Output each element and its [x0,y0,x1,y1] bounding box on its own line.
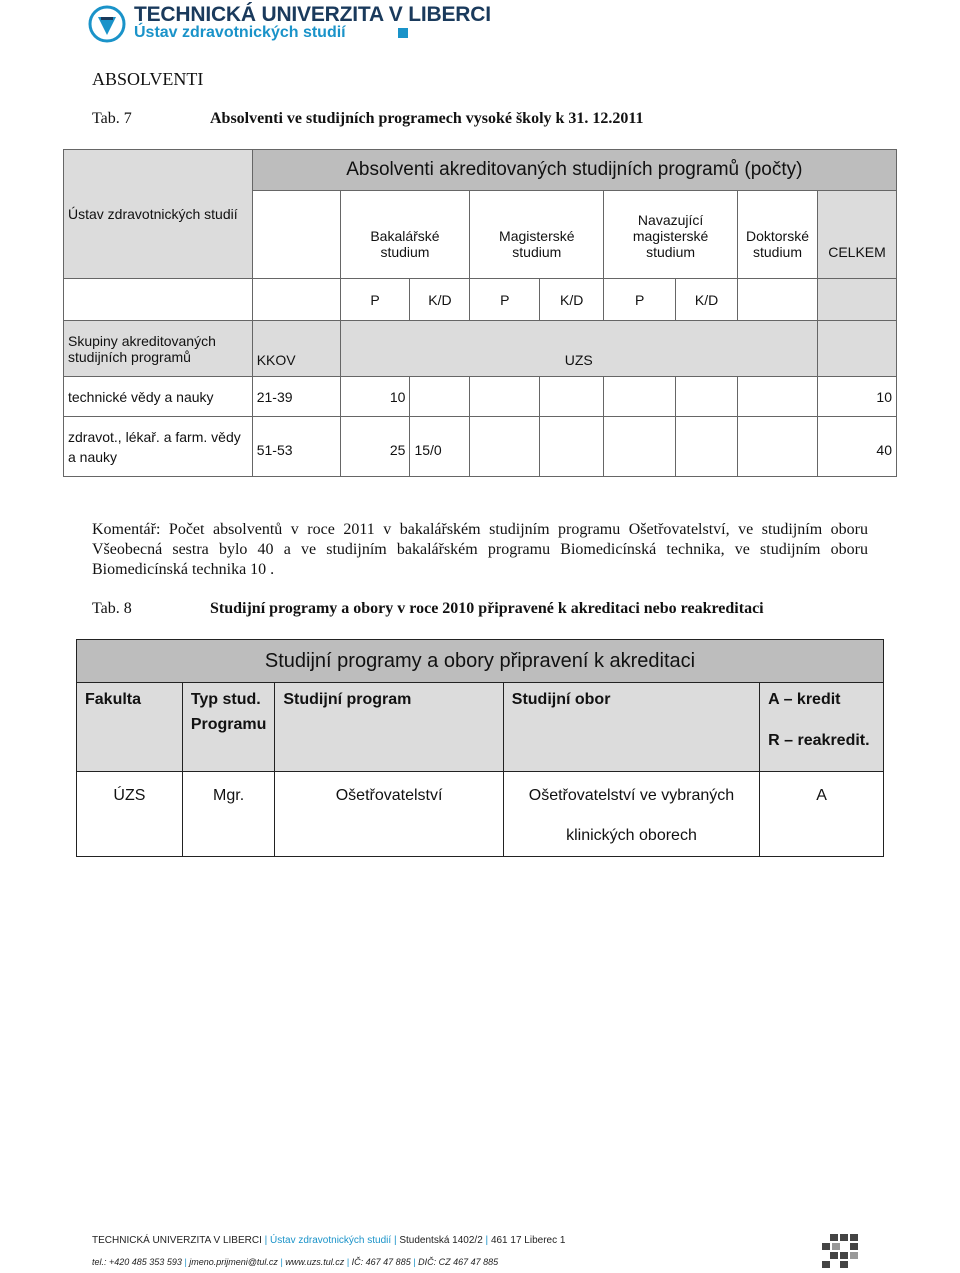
footer-email[interactable]: jmeno.prijmeni@tul.cz [189,1257,278,1267]
mgr-p-header: P [470,279,540,321]
comment: Komentář: Počet absolventů v roce 2011 v bakalářském studijním programu Ošetřovatelství, ve studijním oboru Všeobecná sestra bylo 40 a ve studijním bakalářském programu Biomedicínská technika, ve studijním oboru Biomedicínská technika 10 . [92,521,868,578]
row-bc-kd [410,377,470,417]
footer-tel: tel.: +420 485 353 593 [92,1257,182,1267]
col-r: R – reakredit. [768,732,870,749]
table-row [64,377,897,417]
footer-grid-icon [822,1234,860,1268]
section-title: ABSOLVENTI [92,69,204,89]
footer-ic: IČ: 467 47 885 [351,1257,411,1267]
footer-web[interactable]: www.uzs.tul.cz [285,1257,345,1267]
row-kkov: 51-53 [252,417,340,477]
row-obor: Ošetřovatelství ve vybraných klinických oborech [503,772,759,857]
groups-label: Skupiny akreditovaných studijních programů [64,321,253,377]
row-bc-p: 25 [340,417,410,477]
footer-university: TECHNICKÁ UNIVERZITA V LIBERCI [92,1235,262,1246]
row-akredit: A [760,772,884,857]
row-bc-p: 10 [340,377,410,417]
row-celkem: 10 [817,377,896,417]
footer-line1: TECHNICKÁ UNIVERZITA V LIBERCI | Ústav zdravotnických studií | Studentská 1402/2 | 461 17 Liberec 1 [92,1235,566,1246]
row-bc-kd: 15/0 [410,417,470,477]
row-name: zdravot., lékař. a farm. vědy a nauky [64,417,253,477]
table7-unit: Ústav zdravotnických studií [64,150,253,279]
col-doktorske: Doktorské studium [738,191,818,279]
col-a: A – kredit [768,691,841,708]
logo-square [398,28,408,38]
bc-p-header: P [340,279,410,321]
footer-faculty: Ústav zdravotnických studií [270,1235,392,1246]
table7-caption: Absolventi ve studijních programech vysoké školy k 31. 12.2011 [210,110,644,127]
col-navazujici: Navazující magisterské studium [604,191,738,279]
bc-kd-header: K/D [410,279,470,321]
kkov-header: KKOV [252,321,340,377]
row-celkem: 40 [817,417,896,477]
nmgr-kd-header: K/D [676,279,738,321]
row-fakulta: ÚZS [77,772,183,857]
tul-logo-icon [88,5,126,43]
col-obor: Studijní obor [503,683,759,772]
col-magisterske: Magisterské studium [470,191,604,279]
header-university: TECHNICKÁ UNIVERZITA V LIBERCI [134,3,491,26]
header-faculty: Ústav zdravotnických studií [134,24,346,41]
footer-address: Studentská 1402/2 [399,1235,483,1246]
footer-city: 461 17 Liberec 1 [490,1235,566,1246]
table8 [76,639,884,857]
col-celkem: CELKEM [817,191,896,279]
table8-title: Studijní programy a obory připravení k akreditaci [77,640,884,683]
col-fakulta: Fakulta [77,683,183,772]
table-row [64,417,897,477]
row-program: Ošetřovatelství [275,772,503,857]
col-bakalarske: Bakalářské studium [340,191,470,279]
table-row [77,772,884,857]
mgr-kd-header: K/D [540,279,604,321]
uzs-header: UZS [340,321,817,377]
col-program: Studijní program [275,683,503,772]
table7 [63,149,897,477]
row-name: technické vědy a nauky [64,377,253,417]
nmgr-p-header: P [604,279,676,321]
row-typ: Mgr. [182,772,275,857]
col-typ: Typ stud. Programu [182,683,275,772]
table7-label: Tab. 7 [92,110,132,127]
table8-caption: Studijní programy a obory v roce 2010 připravené k akreditaci nebo reakreditaci [210,600,764,617]
table7-title: Absolventi akreditovaných studijních programů (počty) [252,150,896,191]
footer-line2: tel.: +420 485 353 593 | jmeno.prijmeni@tul.cz | www.uzs.tul.cz | IČ: 467 47 885 | DIČ: CZ 467 47 885 [92,1257,499,1267]
footer-dic: DIČ: CZ 467 47 885 [418,1257,499,1267]
row-kkov: 21-39 [252,377,340,417]
table8-label: Tab. 8 [92,600,132,617]
col-akredit [760,683,884,772]
